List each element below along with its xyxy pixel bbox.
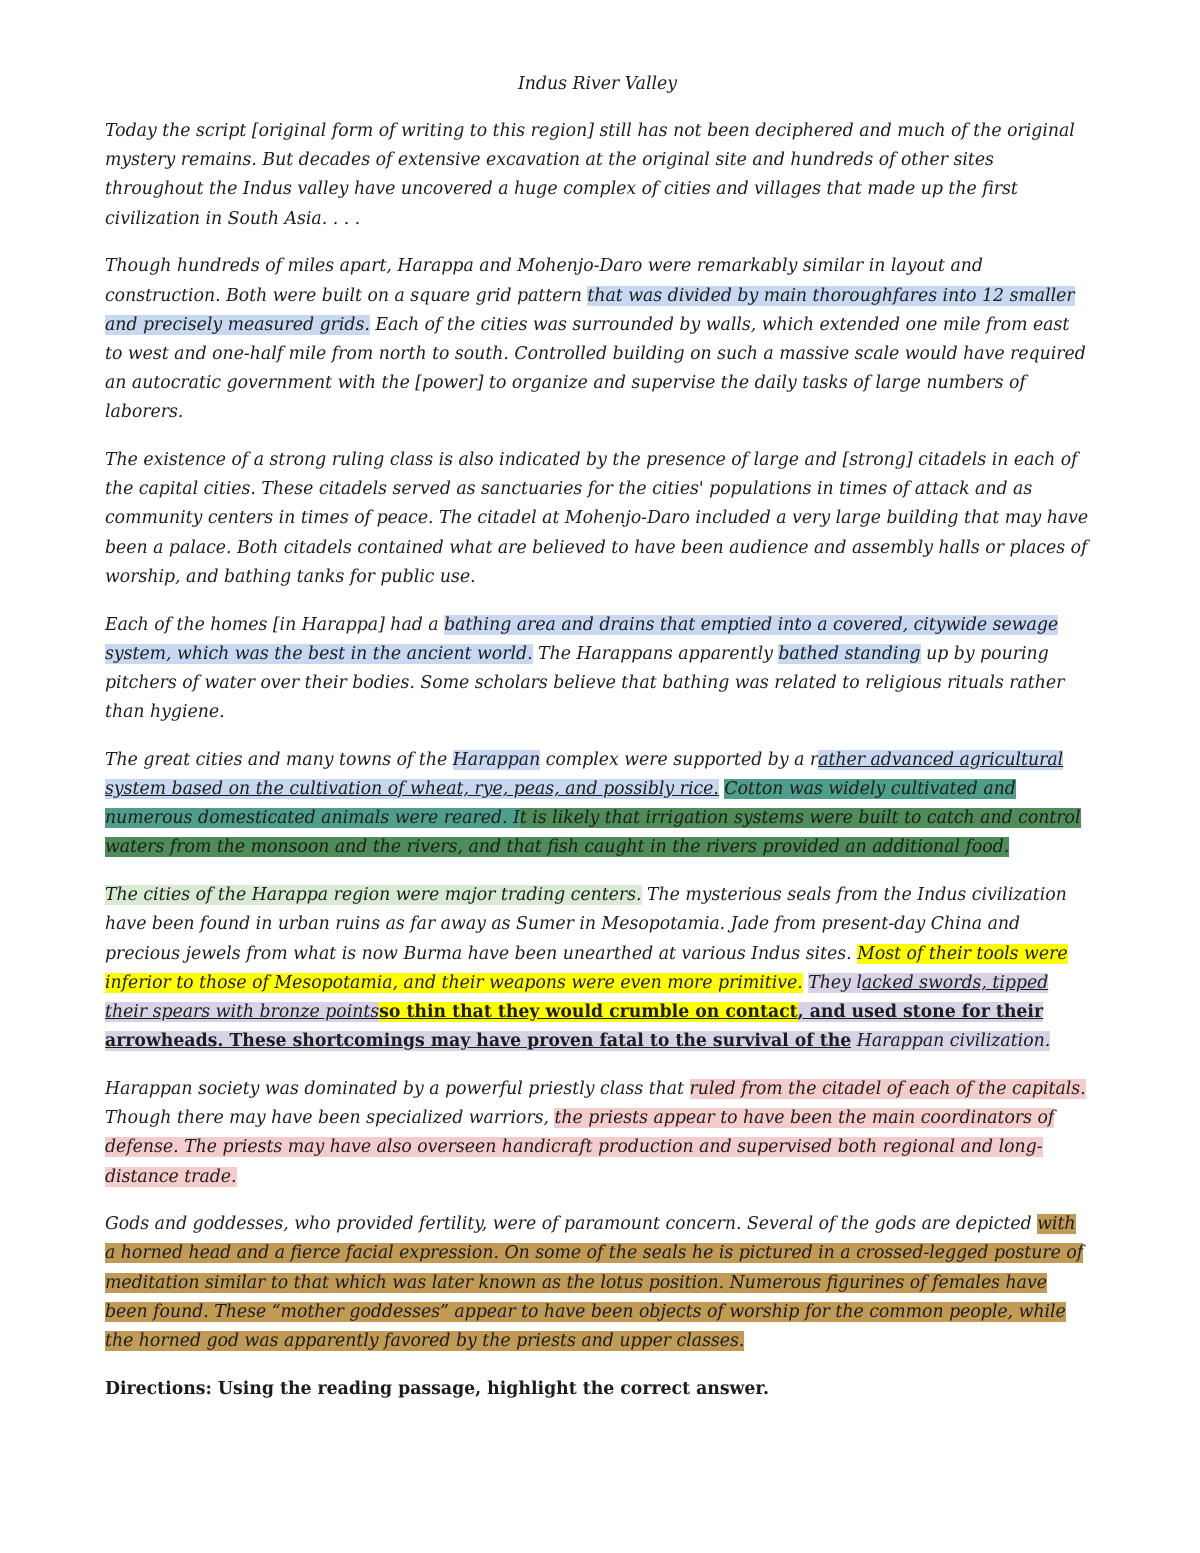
text-run: The mysterious seals from the Indus civilization have been found in urban ruins as far away as Sumer in Mesopotamia. Jade from present-day China and precious jewels from what is now Burma have been unearthed at various Indus sites. <box>105 885 1067 964</box>
text-run: Though hundreds of miles apart, Harappa and Mohenjo-Daro were remarkably similar in layout and construction. Both were built on a square grid pattern <box>105 256 983 306</box>
highlight-purple-underlined: acked swords, tipped their spears with bronze points <box>105 972 1049 1022</box>
text-run: The Harappans apparently <box>532 643 779 664</box>
highlight-pink: the priests appear to have been the main coordinators of defense. The priests may have also overseen handicraft production and supervised both regional and long-distance trade. <box>105 1108 1055 1187</box>
directions-text: Directions: Using the reading passage, highlight the correct answer. <box>105 1378 769 1399</box>
text-run: complex were supported by a r <box>540 749 819 770</box>
paragraph-ruling-class <box>105 446 1090 592</box>
paragraph-agriculture <box>105 746 1090 863</box>
text-run: Each of the cities was surrounded by walls, which extended one mile from east to west and one-half mile from north to south. Controlled building on such a massive scale would have required an autocratic government with the [power] to organize and supervise the daily tasks of large numbers of laborers. <box>105 314 1086 423</box>
highlight-gold: with a horned head and a fierce facial expression. On some of the seals he is pictured in a crossed-legged posture of meditation similar to that which was later known as the lotus position. Numerous figurines of females have been found. These “mother goddesses” appear to have been objects of worship for the common people, while the horned god was apparently favored by the priests and upper classes. <box>105 1214 1084 1352</box>
text-run: up by pouring pitchers of water over their bodies. Some scholars believe that bathing was related to religious rituals rather than hygiene. <box>105 643 1065 723</box>
paragraph-script-mystery <box>105 117 1090 234</box>
highlight-blue: Harappan <box>452 749 541 770</box>
document-title: Indus River Valley <box>517 74 678 94</box>
highlight-blue: that was divided by main thoroughfares into 12 smaller and precisely measured grids. <box>105 285 1075 335</box>
highlight-teal: Cotton was widely cultivated and numerous domesticated animals were reared. I <box>105 779 1016 829</box>
paragraph-city-layout <box>105 252 1090 427</box>
highlight-purple: Harappan civilization. <box>851 1031 1051 1052</box>
highlight-purple-bold: , and used stone for their arrowheads. These shortcomings may have proven fatal to the survival of the <box>105 1001 1044 1052</box>
highlight-purple: They l <box>808 972 862 993</box>
highlight-pink: ruled from the citadel of each of the capitals. <box>689 1078 1086 1099</box>
text-run: Though there may have been specialized warriors, <box>105 1108 555 1129</box>
document-page <box>105 70 1090 1422</box>
highlight-light-green: The cities of the Harappa region were major trading centers. <box>105 885 642 906</box>
paragraph-bathing <box>105 611 1090 728</box>
paragraph-priestly-class <box>105 1075 1090 1192</box>
highlight-blue: bathing area and drains that emptied into a covered, citywide sewage system, which was the best in the ancient world. <box>105 614 1059 664</box>
highlight-green: t is likely that irrigation systems were built to catch and control waters from the monsoon and the rivers, and that fish caught in the rivers provided an additional food. <box>105 808 1081 858</box>
text-run: Gods and goddesses, who provided fertility, were of paramount concern. Several of the gods are depicted <box>105 1214 1038 1235</box>
paragraph-text: The existence of a strong ruling class is also indicated by the presence of large and [strong] citadels in each of the capital cities. These citadels served as sanctuaries for the cities' populations in times of attack and as community centers in times of peace. The citadel at Mohenjo-Daro included a very large building that may have been a palace. Both citadels contained what are believed to have been audience and assembly halls or places of worship, and bathing tanks for public use. <box>105 450 1089 587</box>
paragraph-text: Today the script [original form of writing to this region] still has not been deciphered and much of the original mystery remains. But decades of extensive excavation at the original site and hundreds of other sites throughout the Indus valley have uncovered a huge complex of cities and villages that made up the first civilization in South Asia. . . . <box>105 121 1075 229</box>
text-run: The great cities and many towns of the <box>105 749 453 770</box>
text-run: Harappan society was dominated by a powerful priestly class that <box>105 1078 690 1099</box>
paragraph-trade <box>105 881 1090 1056</box>
highlight-blue: bathed standing <box>778 643 921 664</box>
highlight-yellow-bold: so thin that they would crumble on contact <box>379 1001 798 1022</box>
highlight-yellow: Most of their tools were inferior to those of Mesopotamia, and their weapons were even more primitive. <box>105 943 1068 993</box>
paragraph-gods <box>105 1210 1090 1356</box>
text-run: Each of the homes [in Harappa] had a <box>105 614 445 635</box>
highlight-blue-underlined: ather advanced agricultural system based on the cultivation of wheat, rye, peas, and possibly rice. <box>105 749 1064 800</box>
